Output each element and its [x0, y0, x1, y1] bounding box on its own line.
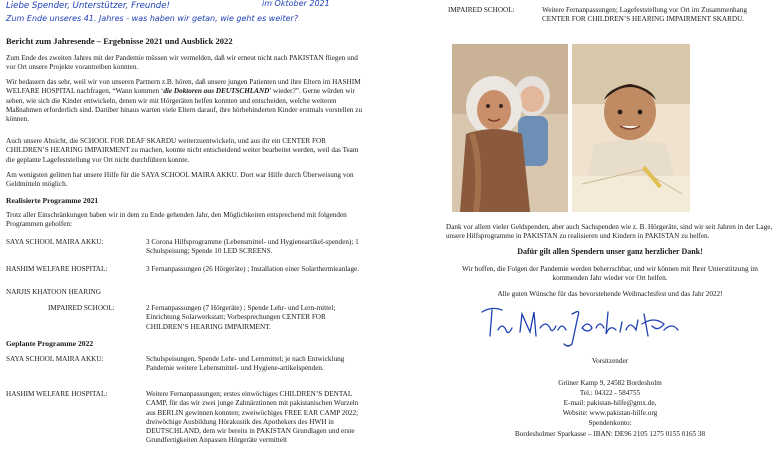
- realized-label-narjis-2: IMPAIRED SCHOOL:: [48, 304, 115, 312]
- planned-text-saya: Schulspeisungen, Spende Lehr- und Lernmittel; je nach Entwicklung Pandemie weitere Lebensmittel- und Hygiene-artikelspenden.: [146, 355, 345, 373]
- photo-girl-illustration: [452, 44, 568, 212]
- paragraph-pandemic: [6, 54, 368, 73]
- realized-text-hashim: 3 Fernanpassungen (26 Hörgeräte) ; Installation einer Solarthermieanlage.: [146, 265, 360, 273]
- realized-label-saya: SAYA SCHOOL MAIRA AKKU:: [6, 238, 104, 246]
- paragraph-thanks: Dank vor allem vieler Geldspenden, aber auch Sachspenden wie z. B. Hörgeräte, sind wir seit Jahren in der Lage, unsere Hilfsprogramme in PAKISTAN zu realisieren und Kindern in PAKISTAN zu helfen.: [446, 223, 773, 241]
- telephone: Tel.: 04322 - 584755: [579, 389, 641, 397]
- bank-details: Bordesholmer Sparkasse – IBAN: DE96 2105 1275 0155 0165 38: [514, 430, 706, 438]
- photo-boy-writing: [572, 44, 690, 212]
- paragraph-school-deaf: [6, 137, 368, 165]
- realized-label-narjis: NARJIS KHATOON HEARING: [6, 288, 101, 296]
- paragraph-partners-a: Wir bedauern das sehr, weil wir von unseren Partnern z.B. hören, daß unsere jungen Patienten und ihre Eltern im HASHIM WELFARE HOSPITAL nachfragen, “Wann kommen ‘: [6, 78, 361, 96]
- realized-heading: Realisierte Programme 2021: [6, 196, 99, 205]
- right-label-impaired: IMPAIRED SCHOOL:: [448, 6, 515, 14]
- paragraph-hope: Wir hoffen, die Folgen der Pandemie werden beherrschbar, und wir können mit Ihrer Unterstützung im kommenden Jahr wieder vor Ort helfen.: [462, 265, 758, 283]
- handwritten-date: im Oktober 2021: [262, 0, 330, 8]
- paragraph-school-deaf-text: Auch unsere Absicht, die SCHOOL FOR DEAF SKARDU weiterzuentwickeln, und aus ihr ein CENTER FOR CHILDREN’S HEARING IMPAIRMENT zu machen, konnte nicht entscheidend weiter bearbeitet werden, weil das Team die geplante Lagefeststellung vor Ort nicht durchführen konnte.: [6, 137, 359, 164]
- handwritten-subline: Zum Ende unseres 41. Jahres - was haben wir getan, wie geht es weiter?: [6, 14, 299, 23]
- planned-label-saya: SAYA SCHOOL MAIRA AKKU:: [6, 355, 104, 363]
- planned-text-hashim: Weitere Fernanpassungen; erstes einwöchiges CHILDREN’S DENTAL CAMP, für das wir zwei junge Zahnärztinnen mit pakistanischen Wurzeln aus BERLIN gewinnen konnten; zweiwöchiges FREE EAR CAMP 2022; dreiwöchige Ausbildung Hörakustik des Apothekers des HWH in DEUTSCHLAND, dem wir bereits in PAKISTAN Grundlagen und erste Grundfertigkeiten Anpassen Hörgeräte vermittelt: [146, 390, 359, 445]
- address: Grüner Kamp 9, 24582 Bordesholm: [558, 379, 662, 387]
- photo-boy-illustration: [572, 44, 690, 212]
- handwritten-greeting: Liebe Spender, Unterstützer, Freunde!: [6, 1, 170, 11]
- photo-girl-with-doll: [452, 44, 568, 212]
- quote-doctors: die Doktoren aus DEUTSCHLAND: [163, 87, 270, 96]
- right-text-impaired: Weitere Fernanpassungen; Lagefeststellung vor Ort im Zusammenhang CENTER FOR CHILDREN’S HEARING IMPAIRMENT SKARDU.: [542, 6, 748, 24]
- realized-label-hashim: HASHIM WELFARE HOSPITAL:: [6, 265, 108, 273]
- realized-text-narjis: 2 Fernanpassungen (7 Hörgeräte) ; Spende Lehr- und Lern-mittel; Einrichtung Solarwerkstatt; Vorbesprechungen CENTER FOR CHILDREN’S HEARING IMPAIRMENT.: [146, 304, 336, 331]
- paragraph-pandemic-text: Zum Ende des zweiten Jahres mit der Pandemie müssen wir vermelden, daß wir erneut nicht nach PAKISTAN fliegen und vor Ort unsere Projekte vorantreiben konnten.: [6, 54, 358, 72]
- paragraph-wishes: Alle guten Wünsche für das bevorstehende Weihnachtsfest und das Jahr 2022!: [497, 290, 723, 298]
- planned-label-hashim: HASHIM WELFARE HOSPITAL:: [6, 390, 108, 398]
- realized-intro: Trotz aller Einschränkungen haben wir in dem zu Ende gehenden Jahr, den Möglichkeiten entsprechend mit folgenden Programmen geholfen:: [6, 211, 347, 229]
- email: E-mail: pakistan-hilfe@gmx.de,: [563, 399, 657, 407]
- paragraph-saya-text: Am wenigsten gelitten hat unsere Hilfe für die SAYA SCHOOL MAIRA AKKU. Dort war Hilfe durch Überweisung von Geldmitteln möglich.: [6, 171, 354, 189]
- realized-text-saya: 3 Corona Hilfsprogramme (Lebensmittel- und Hygieneartikel-spenden); 1 Schulspeisung; Spende 10 LED SCREENS.: [146, 238, 359, 256]
- website: Website: www.pakistan-hilfe.org: [562, 409, 658, 417]
- planned-heading: Geplante Programme 2022: [6, 339, 94, 348]
- signer-role: Vorsitzender: [591, 357, 629, 365]
- bold-thanks: Dafür gilt allen Spendern unser ganz herzlicher Dank!: [517, 247, 703, 256]
- report-title: Bericht zum Jahresende – Ergebnisse 2021 und Ausblick 2022: [6, 36, 233, 46]
- account-heading: Spendenkonto:: [588, 419, 632, 427]
- paragraph-partners-c: ’ wieder?”. Gerne würden wir sehen, wie sich die Kinder entwickeln, denen wir mit Hörgeräten helfen konnten und entscheiden, welche weiteren Maßnahmen erforderlich sind. Darüber hinaus warten viele Eltern darauf, ihre hörbehinderten Kinder erstmals vorstellen zu können.: [6, 87, 363, 124]
- paragraph-partners: [6, 78, 368, 124]
- signature-stroke-icon: [468, 302, 698, 352]
- paragraph-saya: [6, 171, 368, 190]
- signature-image: [468, 302, 698, 352]
